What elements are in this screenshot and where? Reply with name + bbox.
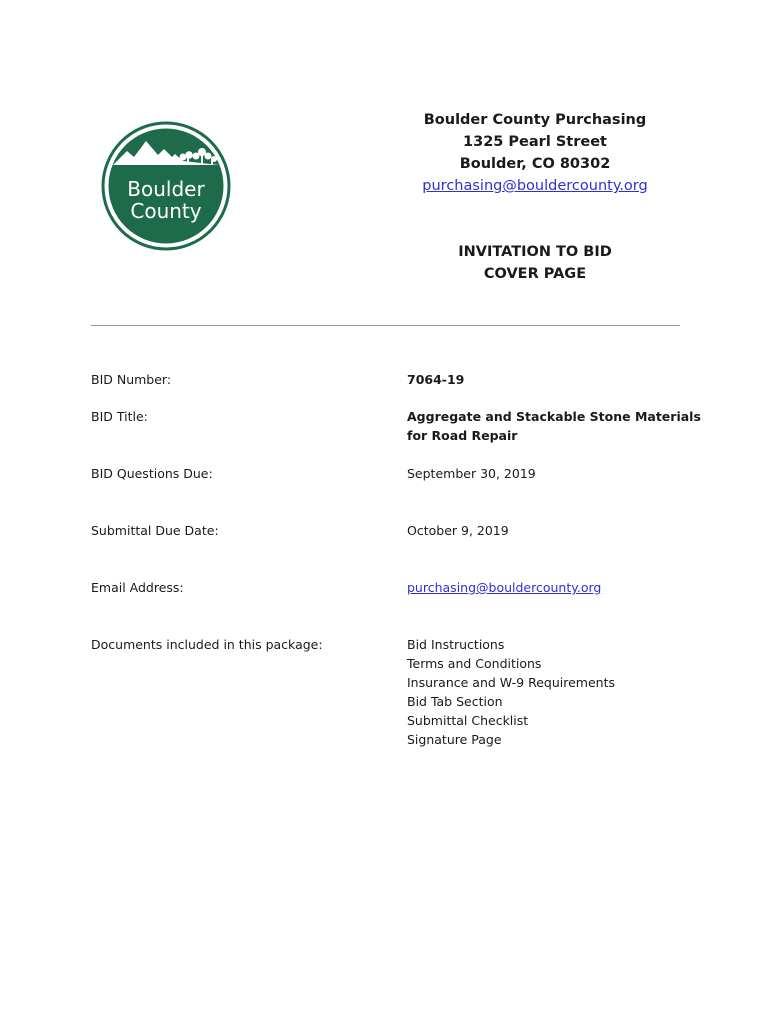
submittal-due-label: Submittal Due Date: — [91, 523, 219, 538]
submittal-due-value: October 9, 2019 — [407, 523, 509, 538]
documents-label: Documents included in this package: — [91, 637, 323, 652]
org-name: Boulder County Purchasing — [423, 112, 647, 128]
bid-title-label: BID Title: — [91, 409, 148, 424]
list-item: Submittal Checklist — [407, 713, 529, 728]
bid-title-line-2: for Road Repair — [407, 428, 518, 443]
bid-title-line-1: Aggregate and Stackable Stone Materials — [407, 409, 701, 424]
horizontal-divider — [91, 325, 680, 326]
list-item: Bid Instructions — [407, 637, 505, 652]
bid-number-label: BID Number: — [91, 372, 172, 387]
list-item: Signature Page — [407, 732, 502, 747]
logo-text-county: County — [130, 199, 202, 223]
org-street: 1325 Pearl Street — [463, 134, 607, 150]
document-title — [400, 241, 670, 285]
documents-list — [407, 635, 615, 749]
logo-text-boulder: Boulder — [127, 177, 205, 201]
list-item: Bid Tab Section — [407, 694, 503, 709]
org-email-link[interactable]: purchasing@bouldercounty.org — [422, 178, 648, 194]
questions-due-value: September 30, 2019 — [407, 466, 536, 481]
documents-list-container — [407, 635, 615, 749]
email-address-link[interactable]: purchasing@bouldercounty.org — [407, 580, 602, 595]
org-address-block — [400, 109, 670, 197]
bid-number-value: 7064-19 — [407, 372, 465, 387]
title-line-2: COVER PAGE — [483, 266, 587, 282]
email-address-label: Email Address: — [91, 580, 184, 595]
org-city: Boulder, CO 80302 — [459, 156, 611, 172]
boulder-county-logo — [101, 121, 231, 251]
bid-title-value — [407, 407, 701, 445]
title-line-1: INVITATION TO BID — [458, 244, 612, 260]
list-item: Insurance and W-9 Requirements — [407, 675, 615, 690]
list-item: Terms and Conditions — [407, 656, 542, 671]
questions-due-label: BID Questions Due: — [91, 466, 213, 481]
